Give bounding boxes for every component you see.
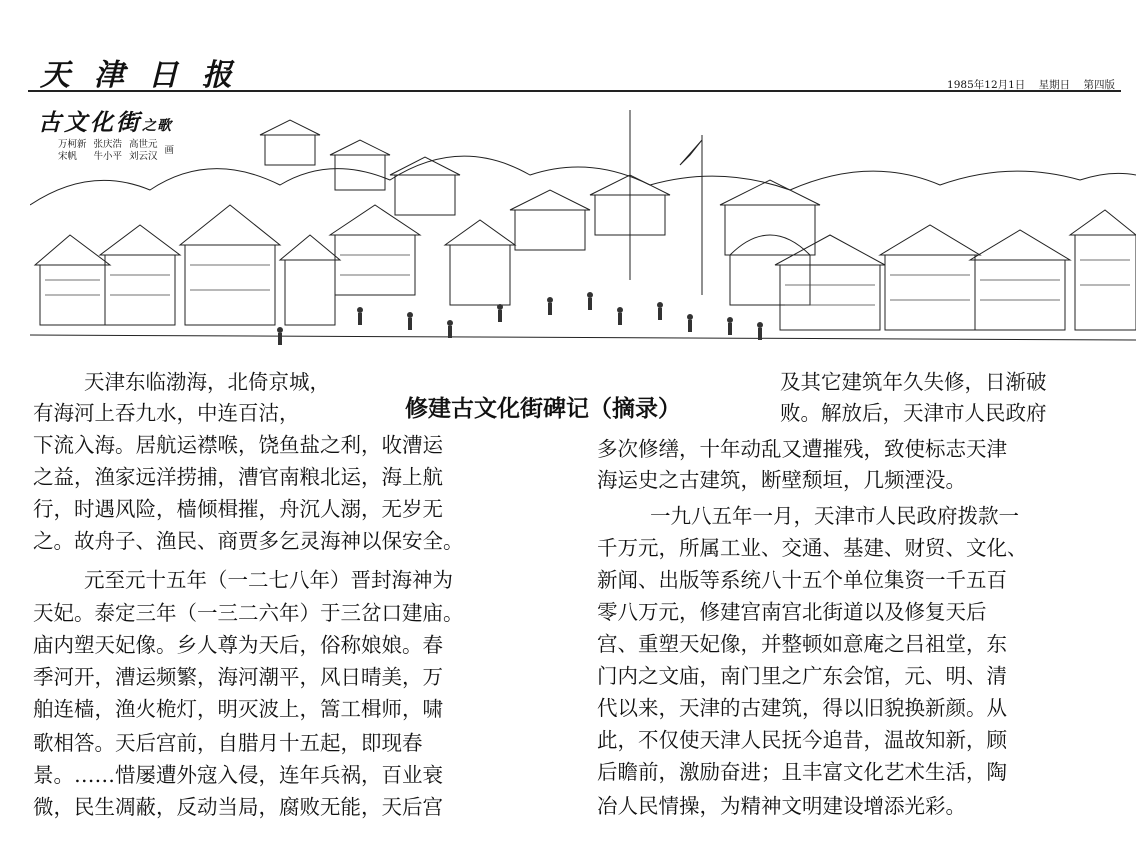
article-line: 后瞻前，激励奋进；且丰富文化艺术生活，陶 bbox=[597, 760, 1007, 784]
credit-name: 刘云汉 bbox=[129, 151, 158, 162]
article-line: 歌相答。天后宫前，自腊月十五起，即现春 bbox=[33, 731, 423, 755]
article-line: 冶人民情操，为精神文明建设增添光彩。 bbox=[597, 794, 966, 818]
illustration-title-main: 古文化街 bbox=[38, 109, 142, 136]
article-line: 天妃。泰定三年（一三二六年）于三岔口建庙。 bbox=[33, 601, 464, 625]
article-line: 下流入海。居航运襟喉，饶鱼盐之利，收漕运 bbox=[33, 433, 443, 457]
article-line: 海运史之古建筑，断壁颓垣，几频湮没。 bbox=[597, 468, 966, 492]
article-line: 微，民生凋蔽，反动当局，腐败无能，天后宫 bbox=[33, 795, 443, 819]
article-line: 元至元十五年（一二七八年）晋封海神为 bbox=[84, 568, 453, 592]
header-rule bbox=[28, 90, 1121, 92]
credit-name: 高世元 bbox=[129, 139, 158, 150]
article-line: 之益，渔家远洋捞捕，漕官南粮北运，海上航 bbox=[33, 465, 443, 489]
illustration-credits bbox=[58, 139, 174, 163]
article-headline: 修建古文化街碑记（摘录） bbox=[405, 396, 681, 422]
illustration-title bbox=[38, 104, 172, 137]
article-line: 庙内塑天妃像。乡人尊为天后，俗称娘娘。春 bbox=[33, 633, 443, 657]
newspaper-masthead: 天津日报 bbox=[40, 58, 256, 93]
article-line: 多次修缮，十年动乱又遭摧残，致使标志天津 bbox=[597, 437, 1007, 461]
credit-name: 万柯新 bbox=[58, 139, 87, 150]
illustration-title-suffix: 之歌 bbox=[142, 118, 172, 134]
article-line: 门内之文庙，南门里之广东会馆，元、明、清 bbox=[597, 664, 1007, 688]
credit-name: 宋帆 bbox=[58, 151, 78, 162]
street-scene-drawing bbox=[30, 95, 1136, 355]
article-line: 千万元，所属工业、交通、基建、财贸、文化、 bbox=[597, 536, 1028, 560]
article-line: 行，时遇风险，樯倾楫摧，舟沉人溺，无岁无 bbox=[33, 497, 443, 521]
article-line: 代以来，天津的古建筑，得以旧貌换新颜。从 bbox=[597, 696, 1007, 720]
article-line: 此，不仅使天津人民抚今追昔，温故知新，顾 bbox=[597, 728, 1007, 752]
article-line: 天津东临渤海，北倚京城， bbox=[84, 370, 330, 394]
article-line: 及其它建筑年久失修，日渐破 bbox=[780, 370, 1047, 394]
article-line: 有海河上吞九水，中连百沽， bbox=[33, 401, 300, 425]
article-line: 败。解放后，天津市人民政府 bbox=[780, 401, 1047, 425]
article-line: 一九八五年一月，天津市人民政府拨款一 bbox=[650, 504, 1019, 528]
street-illustration bbox=[30, 95, 1136, 355]
article-line: 景。……惜屡遭外寇入侵，连年兵祸，百业衰 bbox=[33, 763, 443, 787]
article-line: 新闻、出版等系统八十五个单位集资一千五百 bbox=[597, 568, 1007, 592]
article-line: 零八万元，修建宫南宫北街道以及修复天后 bbox=[597, 600, 987, 624]
article-line: 之。故舟子、渔民、商贾多乞灵海神以保安全。 bbox=[33, 529, 464, 553]
article-line: 舶连樯，渔火桅灯，明灭波上，篙工楫师，啸 bbox=[33, 697, 443, 721]
issue-weekday: 星期日 bbox=[1038, 79, 1071, 91]
article-line: 季河开，漕运频繁，海河潮平，风日晴美，万 bbox=[33, 665, 443, 689]
credit-name: 张庆浩 bbox=[93, 139, 123, 150]
credit-name: 牛小平 bbox=[93, 151, 123, 162]
issue-date: 1985年12月1日 bbox=[947, 79, 1026, 91]
credit-mark: 画 bbox=[164, 145, 175, 156]
article-line: 宫、重塑天妃像，并整顿如意庵之吕祖堂，东 bbox=[597, 632, 1007, 656]
page-number: 第四版 bbox=[1083, 79, 1115, 91]
